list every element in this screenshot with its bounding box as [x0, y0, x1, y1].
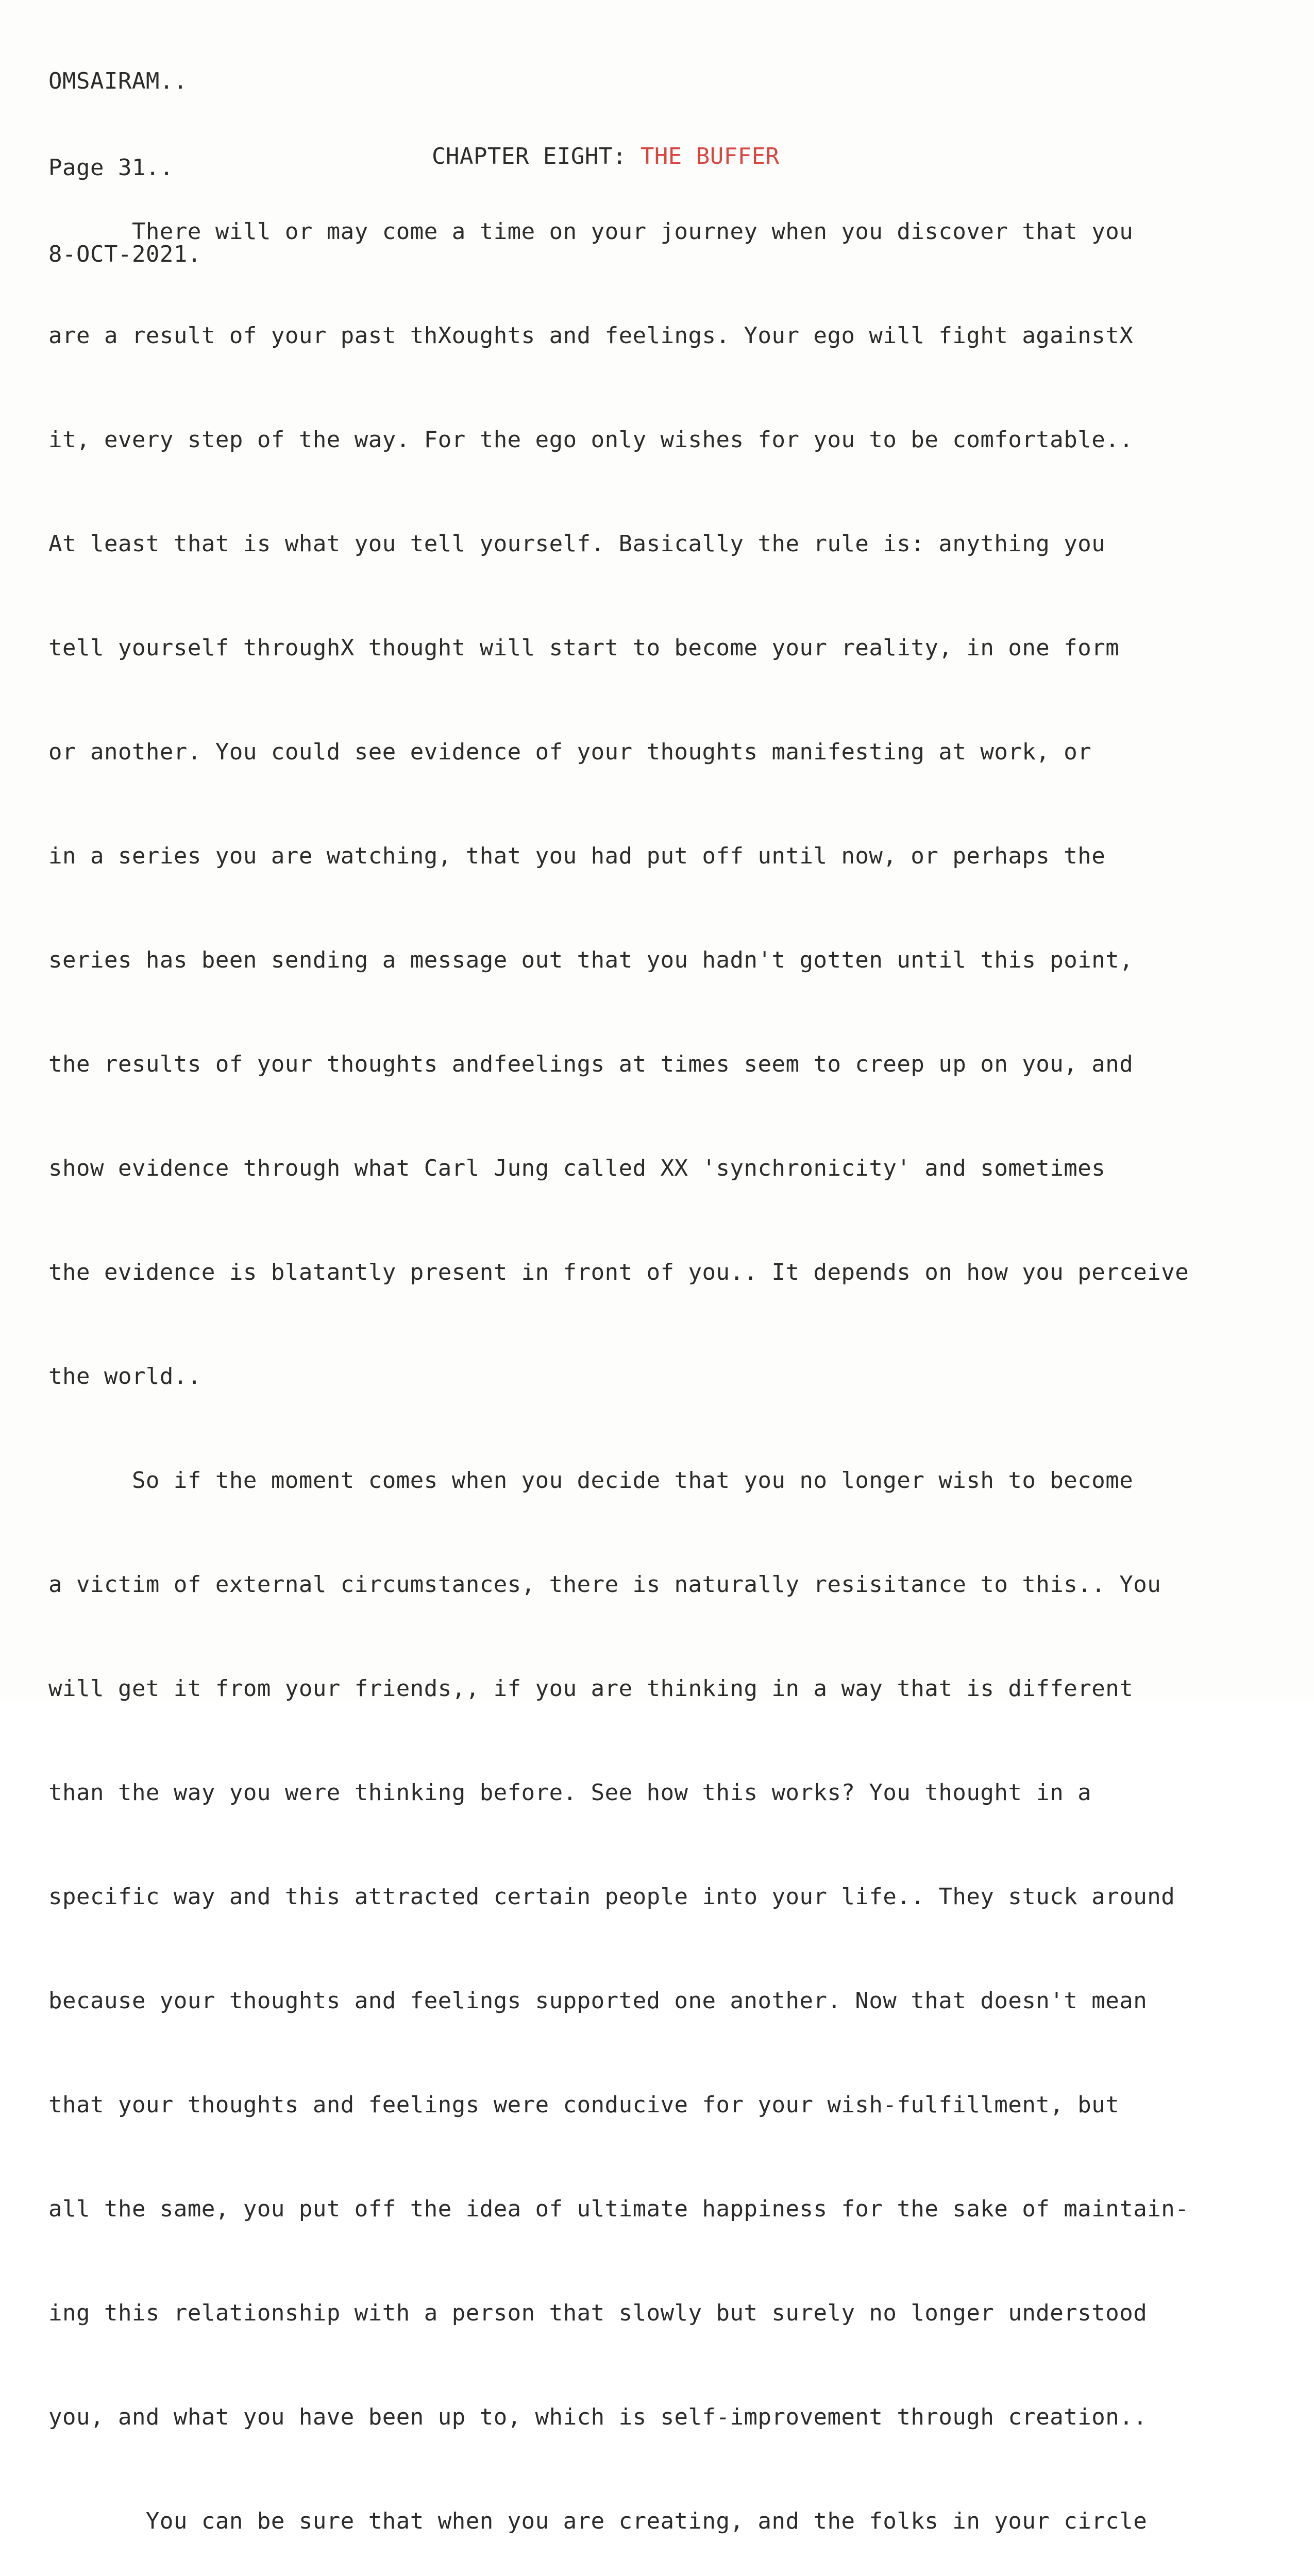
header-line-3: 8-OCT-2021. — [48, 241, 201, 267]
header-line-2: Page 31.. — [48, 155, 174, 181]
text-line: you, and what you have been up to, which is self-improvement through creation.. — [48, 2404, 1148, 2430]
text-line: or another. You could see evidence of your thoughts manifesting at work, or — [48, 739, 1092, 765]
text-line: it, every step of the way. For the ego only wishes for you to be comfortable.. — [48, 427, 1134, 453]
text-line: in a series you are watching, that you had put off until now, or perhaps the — [48, 843, 1106, 869]
text-line: the world.. — [48, 1363, 201, 1389]
text-line: There will or may come a time on your journey when you discover that you — [48, 218, 1134, 245]
text-line: the evidence is blatantly present in front of you.. It depends on how you perceive — [48, 1259, 1189, 1285]
text-line: show evidence through what Carl Jung called XX 'synchronicity' and sometimes — [48, 1155, 1106, 1181]
text-line: At least that is what you tell yourself. Basically the rule is: anything you — [48, 531, 1106, 557]
text-line: So if the moment comes when you decide that you no longer wish to become — [48, 1467, 1134, 1494]
text-line: tell yourself throughX thought will start to become your reality, in one form — [48, 635, 1120, 661]
text-line: a victim of external circumstances, there is naturally resisitance to this.. You — [48, 1571, 1161, 1598]
text-line: will get it from your friends,, if you are thinking in a way that is different — [48, 1675, 1134, 1702]
text-line: because your thoughts and feelings supported one another. Now that doesn't mean — [48, 1988, 1148, 2014]
text-line: all the same, you put off the idea of ultimate happiness for the sake of maintain- — [48, 2196, 1189, 2222]
text-line: that your thoughts and feelings were conducive for your wish-fulfillment, but — [48, 2092, 1120, 2118]
text-line: You can be sure that when you are creating, and the folks in your circle — [48, 2508, 1148, 2534]
text-line: than the way you were thinking before. See how this works? You thought in a — [48, 1780, 1092, 1806]
text-line: the results of your thoughts andfeelings at times seem to creep up on you, and — [48, 1051, 1134, 1077]
chapter-title: THE BUFFER — [640, 143, 780, 170]
body-text — [48, 164, 1295, 2576]
header-line-1: OMSAIRAM.. — [48, 68, 188, 94]
text-line: series has been sending a message out that you hadn't gotten until this point, — [48, 947, 1134, 973]
chapter-label: CHAPTER EIGHT: — [431, 143, 641, 170]
text-line: are a result of your past thXoughts and feelings. Your ego will fight againstX — [48, 323, 1134, 349]
text-line: specific way and this attracted certain people into your life.. They stuck around — [48, 1884, 1175, 1910]
text-line: ing this relationship with a person that slowly but surely no longer understood — [48, 2300, 1148, 2326]
